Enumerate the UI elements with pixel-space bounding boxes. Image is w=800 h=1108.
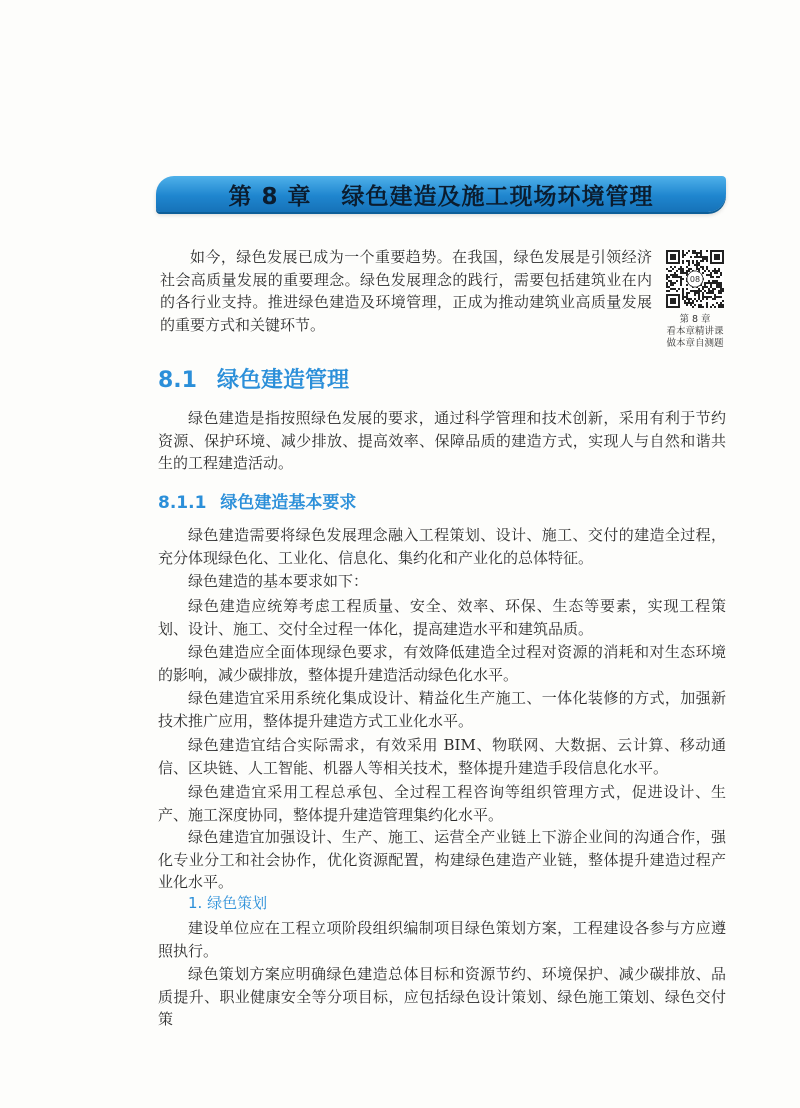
qr-caption-lecture: 看本章精讲课 (666, 326, 724, 337)
section-title: 绿色建造管理 (216, 368, 349, 393)
qr-caption-chapter: 第 8 章 (679, 314, 711, 325)
qr-block[interactable] (665, 250, 725, 350)
paragraph: 建设单位应在工程立项阶段组织编制项目绿色策划方案，工程建设各参与方应遵照执行。 (158, 919, 726, 960)
paragraph: 绿色建造宜采用系统化集成设计、精益化生产施工、一体化装修的方式，加强新技术推广应用，整体提升建造方式工业化水平。 (158, 689, 726, 730)
qr-caption (665, 314, 725, 350)
subsection-number: 8.1.1 (158, 493, 207, 513)
paragraph: 绿色建造宜加强设计、生产、施工、运营全产业链上下游企业间的沟通合作，强化专业分工和社会协作，优化资源配置，构建绿色建造产业链，整体提升建造过程产业化水平。 (158, 828, 726, 891)
paragraph: 绿色策划方案应明确绿色建造总体目标和资源节约、环境保护、减少碳排放、品质提升、职业健康安全等分项目标，应包括绿色设计策划、绿色施工策划、绿色交付策 (158, 965, 726, 1028)
paragraph: 绿色建造宜结合实际需求，有效采用 BIM、物联网、大数据、云计算、移动通信、区块链、人工智能、机器人等相关技术，整体提升建造手段信息化水平。 (158, 736, 726, 777)
section-intro: 绿色建造是指按照绿色发展的要求，通过科学管理和技术创新，采用有利于节约资源、保护环境、减少排放、提高效率、保障品质的建造方式，实现人与自然和谐共生的工程建造活动。 (158, 409, 726, 472)
chapter-banner (156, 176, 726, 212)
subsection-title: 绿色建造基本要求 (220, 493, 357, 513)
subsection-heading (158, 488, 356, 513)
chapter-title: 绿色建造及施工现场环境管理 (341, 183, 654, 210)
qr-code-icon[interactable] (666, 250, 724, 308)
chapter-intro: 如今，绿色发展已成为一个重要趋势。在我国，绿色发展是引领经济社会高质量发展的重要理念。绿色发展理念的践行，需要包括建筑业在内的各行业支持。推进绿色建造及环境管理，正成为推动建筑业高质量发展的重要方式和关键环节。 (160, 248, 652, 334)
chapter-number: 第 8 章 (228, 183, 312, 210)
item-heading-green-planning: 1. 绿色策划 (188, 894, 268, 912)
svg-text:08: 08 (689, 275, 701, 284)
paragraph: 绿色建造需要将绿色发展理念融入工程策划、设计、施工、交付的建造全过程，充分体现绿色化、工业化、信息化、集约化和产业化的总体特征。 (158, 526, 726, 567)
paragraph: 绿色建造应统筹考虑工程质量、安全、效率、环保、生态等要素，实现工程策划、设计、施工、交付全过程一体化，提高建造水平和建筑品质。 (158, 597, 726, 638)
section-heading (158, 363, 349, 394)
paragraph: 绿色建造的基本要求如下： (188, 572, 369, 590)
qr-caption-quiz: 做本章自测题 (666, 338, 724, 349)
paragraph: 绿色建造宜采用工程总承包、全过程工程咨询等组织管理方式，促进设计、生产、施工深度协同，整体提升建造管理集约化水平。 (158, 783, 726, 824)
paragraph: 绿色建造应全面体现绿色要求，有效降低建造全过程对资源的消耗和对生态环境的影响，减少碳排放，整体提升建造活动绿色化水平。 (158, 643, 726, 684)
section-number: 8.1 (158, 368, 197, 393)
